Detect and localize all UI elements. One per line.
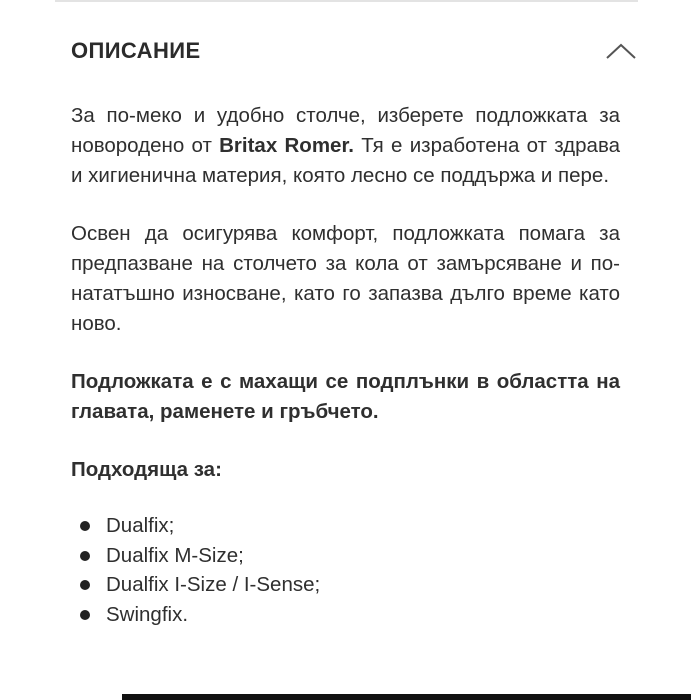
- bottom-bar: [122, 694, 691, 700]
- compatibility-list: [71, 511, 620, 629]
- chevron-up-icon[interactable]: [605, 41, 637, 61]
- top-divider: [55, 0, 638, 2]
- description-paragraph-1: [71, 101, 620, 191]
- bullet-icon: [80, 580, 90, 590]
- paragraph-1-text-end: Тя е изработена от здрава и хигиенична материя, която лесно се поддържа и пере.: [71, 134, 621, 187]
- list-item-label: Swingfix.: [106, 602, 189, 626]
- bullet-icon: [80, 610, 90, 620]
- list-item: [71, 541, 620, 571]
- list-item: [71, 600, 620, 630]
- list-item-label: Dualfix I-Size / I-Sense;: [106, 573, 321, 596]
- description-accordion-header[interactable]: [71, 34, 637, 68]
- description-content: [71, 101, 620, 629]
- brand-name: Britax Romer.: [219, 134, 355, 157]
- list-item-label: Dualfix;: [106, 514, 175, 537]
- list-item: [71, 511, 620, 541]
- description-paragraph-2: Освен да осигурява комфорт, подложката помага за предпазване на столчето за кола от замърсяване и по-нататъшно износване, като го запазва дълго време като ново.: [71, 222, 620, 335]
- paragraph-1-text-start: За по-меко и удобно столче, изберете подложката за новородено от: [71, 104, 620, 157]
- compatibility-heading: Подходяща за:: [71, 458, 222, 481]
- bullet-icon: [80, 551, 90, 561]
- bullet-icon: [80, 521, 90, 531]
- list-item: [71, 570, 620, 600]
- section-title: ОПИСАНИЕ: [71, 38, 201, 63]
- list-item-label: Dualfix M-Size;: [106, 543, 244, 567]
- description-paragraph-3: Подложката е с махащи се подплънки в областта на главата, раменете и гръбчето.: [71, 370, 620, 423]
